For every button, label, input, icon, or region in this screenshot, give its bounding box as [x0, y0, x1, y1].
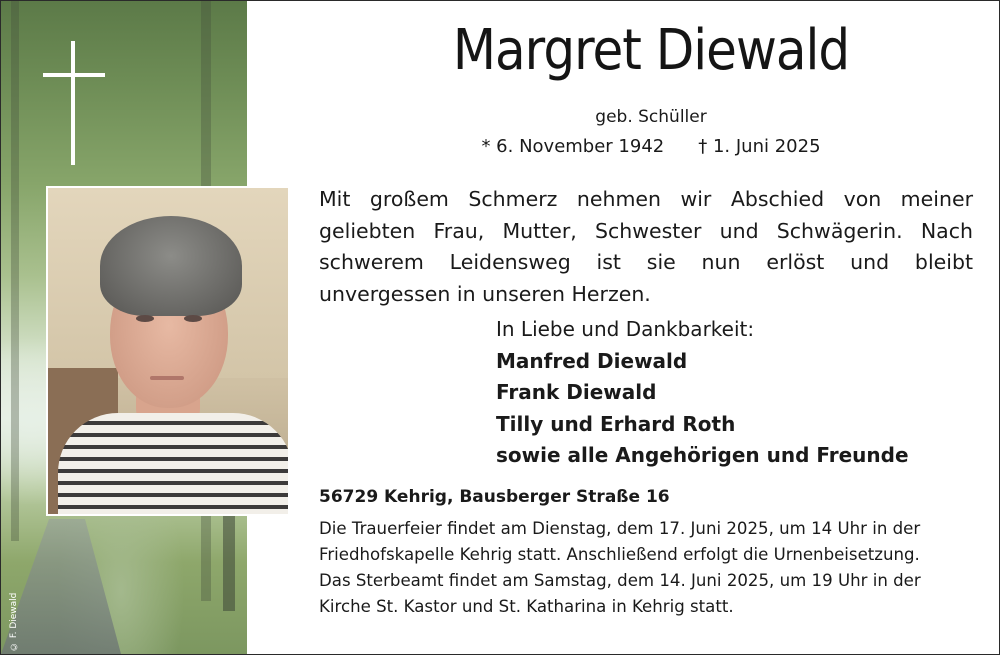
- signer-name: Frank Diewald: [496, 380, 657, 404]
- deceased-name: Margret Diewald: [452, 17, 850, 83]
- death-date: † 1. Juni 2025: [698, 136, 821, 157]
- family-address: 56729 Kehrig, Bausberger Straße 16: [319, 487, 670, 507]
- service-line: Kirche St. Kastor und St. Katharina in Kehrig statt.: [319, 597, 734, 616]
- service-line: Das Sterbeamt findet am Samstag, dem 14. Juni 2025, um 19 Uhr in der: [319, 571, 921, 590]
- signer-name: Tilly und Erhard Roth: [496, 411, 736, 436]
- service-line: Die Trauerfeier findet am Dienstag, dem 17. Juni 2025, um 14 Uhr in der: [319, 519, 921, 538]
- service-line: Friedhofskapelle Kehrig statt. Anschließend erfolgt die Urnenbeisetzung.: [319, 545, 920, 564]
- birth-date: * 6. November 1942: [481, 136, 665, 157]
- signers-block: [496, 314, 976, 472]
- signer-name: sowie alle Angehörigen und Freunde: [496, 443, 909, 467]
- birth-name: geb. Schüller: [595, 107, 707, 127]
- cross-icon: [43, 41, 105, 165]
- service-details: [319, 516, 975, 620]
- life-dates: [321, 136, 981, 157]
- portrait-photo: [46, 186, 290, 516]
- photo-credit: © F. Diewald: [9, 592, 19, 651]
- farewell-message: Mit großem Schmerz nehmen wir Abschied von meiner geliebten Frau, Mutter, Schwester und Schwägerin. Nach schwerem Leidensweg ist sie nun erlöst und bleibt unvergessen in unseren Herzen.: [319, 187, 973, 306]
- signers-intro: In Liebe und Dankbarkeit:: [496, 317, 755, 341]
- tree-trunk: [11, 1, 19, 541]
- signer-name: Manfred Diewald: [496, 348, 688, 373]
